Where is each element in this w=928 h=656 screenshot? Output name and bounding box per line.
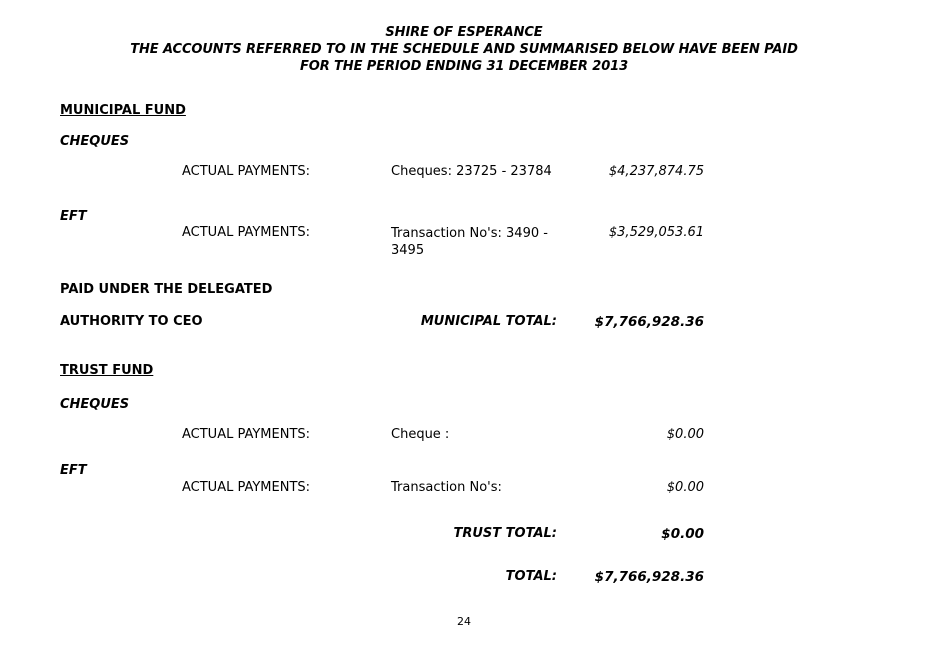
trust-cheques-range: Cheque : xyxy=(391,427,450,442)
municipal-cheques-payments-label: ACTUAL PAYMENTS: xyxy=(182,164,311,179)
trust-eft-range: Transaction No's: xyxy=(391,480,502,495)
trust-eft-label: EFT xyxy=(60,463,87,478)
trust-total-amount: $0.00 xyxy=(661,526,704,542)
trust-fund-heading: TRUST FUND xyxy=(60,363,154,378)
trust-eft-payments-label: ACTUAL PAYMENTS: xyxy=(182,480,311,495)
municipal-total-amount: $7,766,928.36 xyxy=(594,314,704,330)
municipal-fund-heading: MUNICIPAL FUND xyxy=(60,103,186,118)
page-header-subtitle: THE ACCOUNTS REFERRED TO IN THE SCHEDULE AND SUMMARISED BELOW HAVE BEEN PAID xyxy=(130,42,798,57)
delegated-authority-line2: AUTHORITY TO CEO xyxy=(60,314,203,329)
municipal-cheques-label: CHEQUES xyxy=(60,134,130,149)
municipal-eft-range: Transaction No's: 3490 - 3495 xyxy=(391,226,548,258)
municipal-eft-payments-label: ACTUAL PAYMENTS: xyxy=(182,225,311,240)
municipal-total-label: MUNICIPAL TOTAL: xyxy=(420,314,557,329)
trust-cheques-amount: $0.00 xyxy=(666,427,704,442)
grand-total-label: TOTAL: xyxy=(505,569,557,584)
page-number: 24 xyxy=(457,615,471,628)
grand-total-amount: $7,766,928.36 xyxy=(594,569,704,585)
trust-cheques-label: CHEQUES xyxy=(60,397,130,412)
delegated-authority-line1: PAID UNDER THE DELEGATED xyxy=(60,282,273,297)
municipal-eft-amount: $3,529,053.61 xyxy=(608,225,704,240)
trust-eft-amount: $0.00 xyxy=(666,480,704,495)
trust-total-label: TRUST TOTAL: xyxy=(453,526,557,541)
trust-cheques-payments-label: ACTUAL PAYMENTS: xyxy=(182,427,311,442)
municipal-cheques-amount: $4,237,874.75 xyxy=(608,164,704,179)
municipal-eft-label: EFT xyxy=(60,209,87,224)
municipal-cheques-range: Cheques: 23725 - 23784 xyxy=(391,164,552,179)
page-header-title: SHIRE OF ESPERANCE xyxy=(385,25,543,40)
page-header-period: FOR THE PERIOD ENDING 31 DECEMBER 2013 xyxy=(299,59,629,74)
